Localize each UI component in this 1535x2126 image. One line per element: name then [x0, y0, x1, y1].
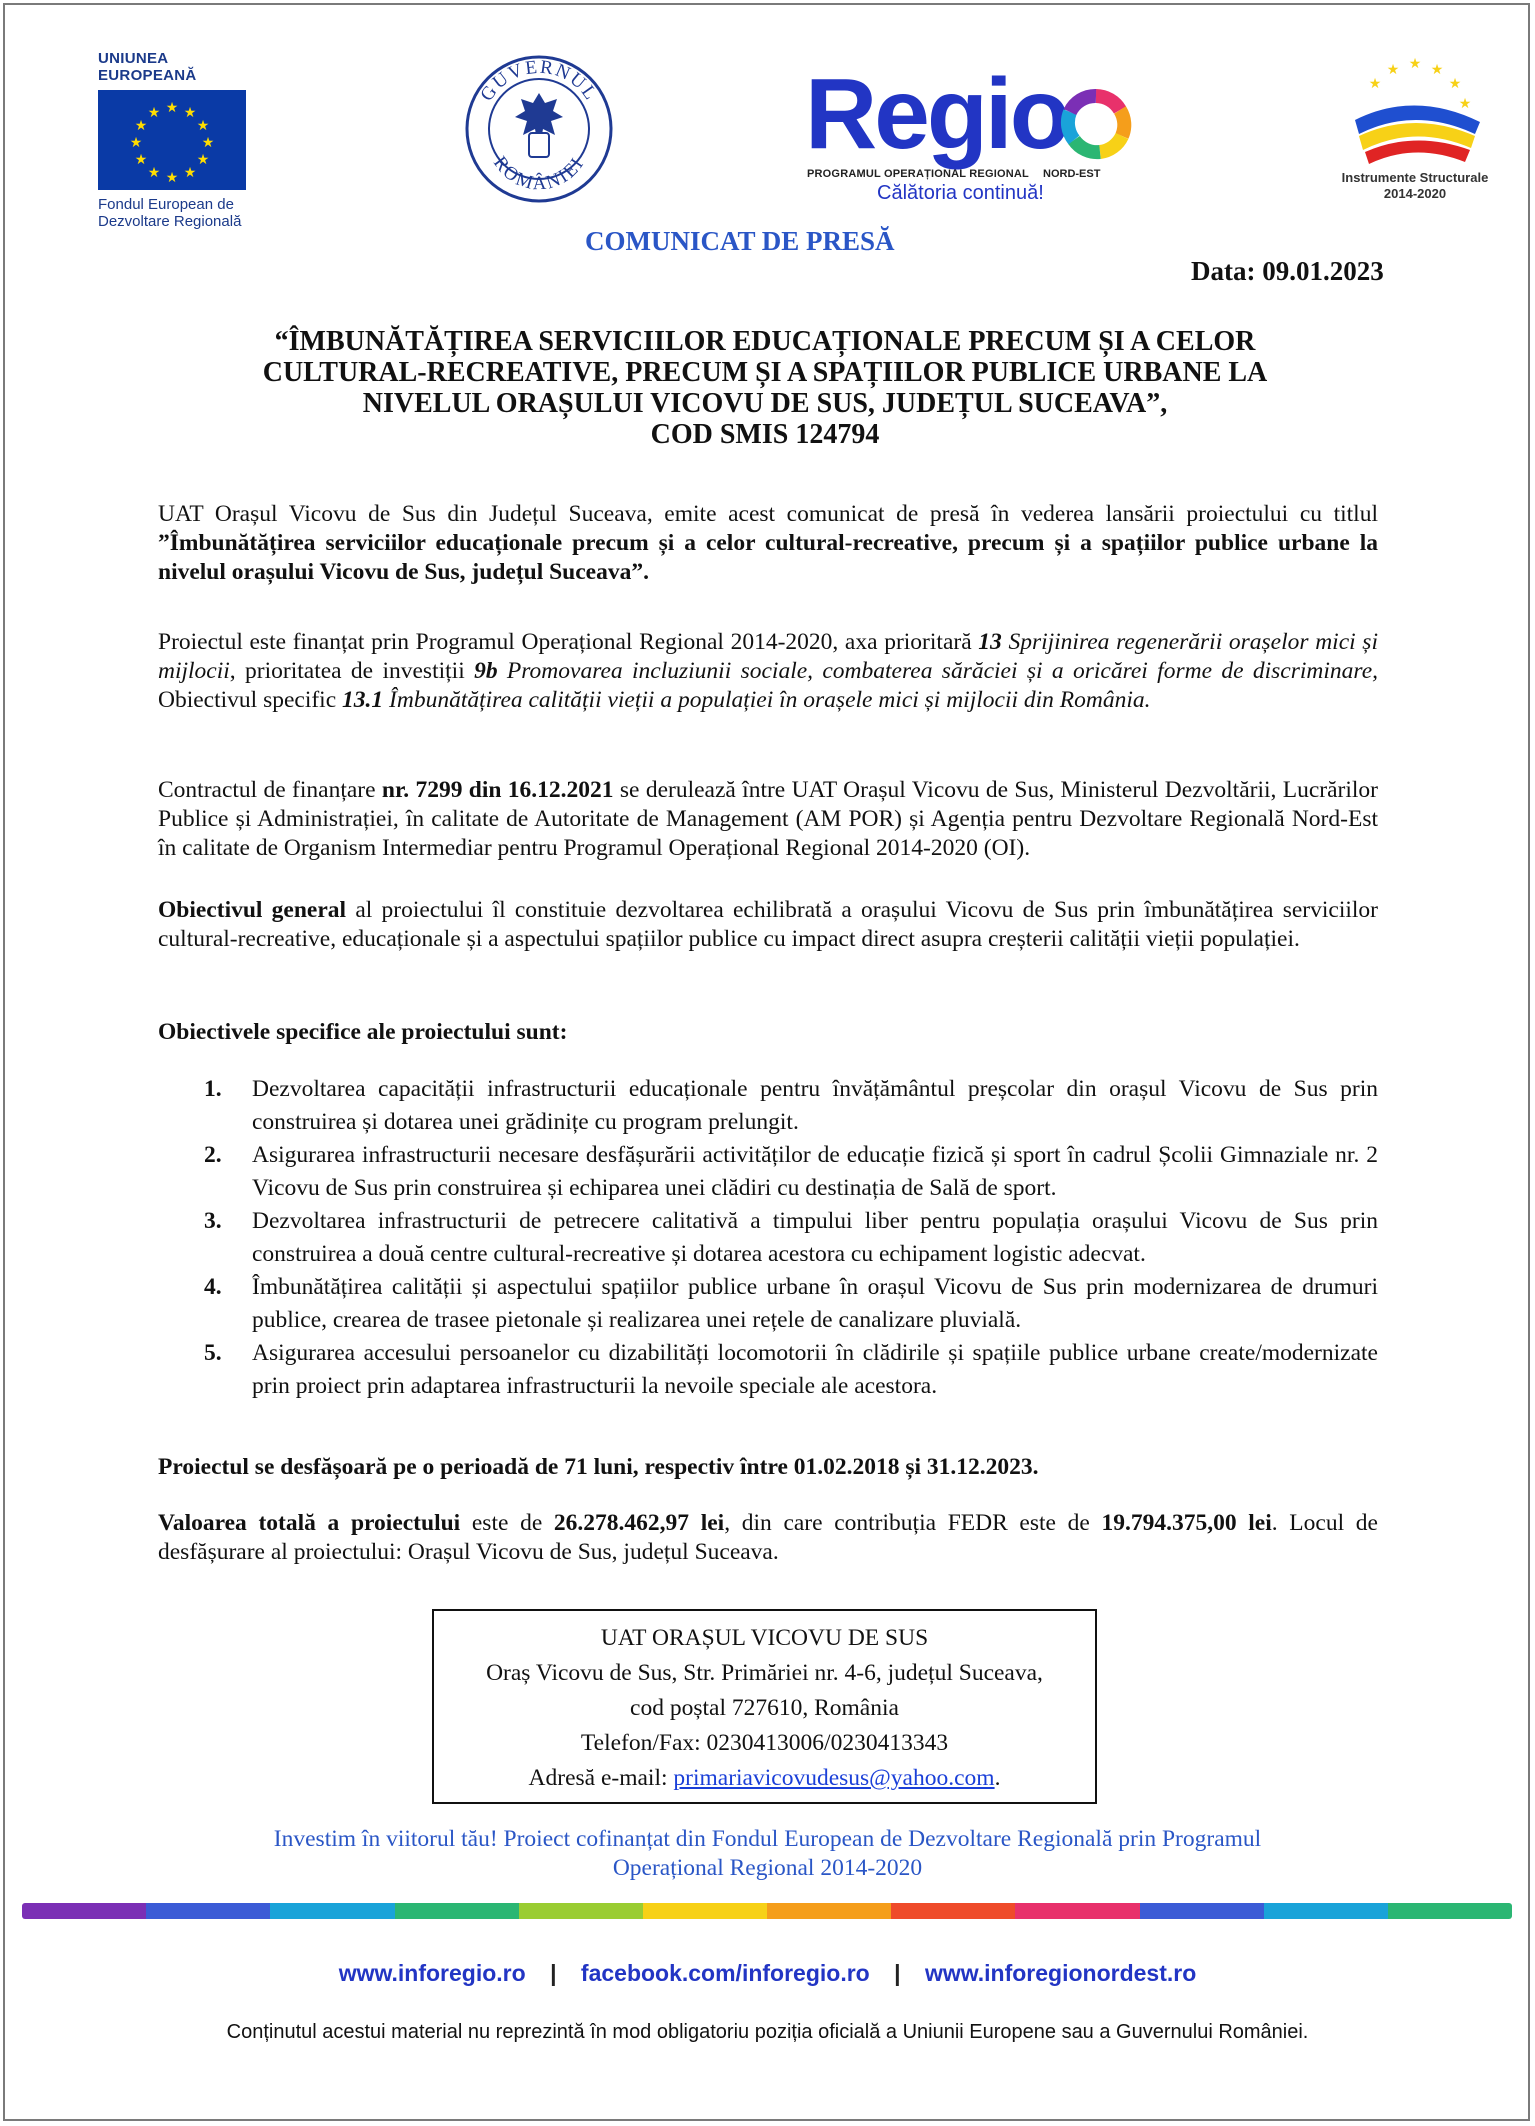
- svg-text:★: ★: [1430, 62, 1444, 78]
- eu-title: UNIUNEA EUROPEANĂ: [98, 50, 197, 84]
- funding-text-d: , prioritatea de investiții: [229, 658, 475, 684]
- list-item-text: Asigurarea accesului persoanelor cu dizabilități locomotorii în clădirile și spațiile publice urbane create/modernizate prin proiect prin adaptarea infrastructurii la nevoile speciale ale acestora.: [252, 1340, 1378, 1399]
- inforegionordest-link[interactable]: www.inforegionordest.ro: [924, 1960, 1197, 1986]
- color-segment: [1264, 1903, 1388, 1919]
- investment-priority-name: Promovarea incluziunii sociale, combaterea sărăciei și a oricărei forme de discriminare,: [497, 658, 1378, 684]
- list-item-number: 4.: [204, 1274, 222, 1300]
- value-text-f: . Locul de desfășurare al proiectului: Orașul Vicovu de Sus, județul Suceava.: [158, 1510, 1378, 1565]
- contact-email-end: .: [994, 1765, 1001, 1791]
- svg-text:★: ★: [183, 165, 197, 181]
- funding-text-g: Obiectivul specific: [158, 687, 343, 713]
- svg-text:★: ★: [196, 152, 210, 168]
- structural-instruments-logo: [1325, 50, 1505, 210]
- general-objective-paragraph: [158, 896, 1378, 954]
- disclaimer: Conținutul acestui material nu reprezintă în mod obligatoriu poziția oficială a Uniunii Europene sau a Guvernului României.: [226, 2021, 1309, 2043]
- government-seal-icon: [465, 55, 613, 203]
- color-segment: [270, 1903, 394, 1919]
- gov-text-bottom: ROMÂNIEI: [488, 152, 589, 195]
- contact-postal-code: cod poștal 727610, România: [630, 1695, 899, 1721]
- contract-text-a: Contractul de finanțare: [158, 777, 382, 803]
- funding-paragraph: [158, 628, 1378, 715]
- title-line3: NIVELUL ORAȘULUI VICOVU DE SUS, JUDEȚUL SUCEAVA”,: [362, 388, 1168, 419]
- intro-paragraph: [158, 500, 1378, 587]
- svg-text:★: ★: [147, 165, 161, 181]
- press-release-date: Data: 09.01.2023: [1191, 256, 1384, 286]
- svg-text:★: ★: [196, 118, 210, 134]
- list-item-number: 5.: [204, 1340, 222, 1366]
- list-item-text: Dezvoltarea capacității infrastructurii educaționale pentru învățământul preșcolar din orașul Vicovu de Sus prin construirea și dotarea unei grădinițe cu program prelungit.: [252, 1076, 1378, 1135]
- color-segment: [767, 1903, 891, 1919]
- regio-motto: Călătoria continuă!: [877, 182, 1044, 204]
- objectives-heading-text: Obiectivele specifice ale proiectului sunt:: [158, 1019, 568, 1045]
- list-item-number: 2.: [204, 1142, 222, 1168]
- contact-address: Oraș Vicovu de Sus, Str. Primăriei nr. 4-6, județul Suceava,: [486, 1660, 1043, 1686]
- footer-separator: |: [894, 1960, 901, 1986]
- title-line1: “ÎMBUNĂTĂȚIREA SERVICIILOR EDUCAȚIONALE PRECUM ȘI A CELOR: [274, 326, 1256, 357]
- svg-text:★: ★: [134, 118, 148, 134]
- general-objective-label: Obiectivul general: [158, 897, 347, 923]
- axis-number: 13: [978, 629, 1002, 655]
- svg-text:★: ★: [1448, 76, 1462, 92]
- color-segment: [891, 1903, 1015, 1919]
- cofinancing-line2: Operațional Regional 2014-2020: [612, 1855, 923, 1881]
- rainbow-divider: [22, 1903, 1512, 1919]
- svg-text:★: ★: [1386, 62, 1400, 78]
- contact-phone: Telefon/Fax: 0230413006/0230413343: [580, 1730, 949, 1756]
- title-line4: COD SMIS 124794: [650, 419, 880, 450]
- contact-email-link[interactable]: primariavicovudesus@yahoo.com: [673, 1765, 995, 1791]
- eu-caption-line2: Dezvoltare Regională: [98, 213, 242, 230]
- svg-text:★: ★: [1408, 56, 1422, 72]
- contact-organization: UAT ORAȘUL VICOVU DE SUS: [600, 1625, 929, 1651]
- total-value: 26.278.462,97 lei: [553, 1510, 725, 1536]
- list-item-number: 3.: [204, 1208, 222, 1234]
- color-segment: [395, 1903, 519, 1919]
- structural-instruments-caption: [1325, 170, 1505, 202]
- objectives-heading: [158, 1018, 1378, 1047]
- footer-separator: |: [550, 1960, 557, 1986]
- eu-caption: [98, 196, 258, 230]
- title-line2: CULTURAL-RECREATIVE, PRECUM ȘI A SPAȚIILOR PUBLICE URBANE LA: [262, 357, 1268, 388]
- list-item: [158, 1271, 1378, 1337]
- list-item-text: Îmbunătățirea calității și aspectului spațiilor publice urbane în orașul Vicovu de Sus prin modernizarea de drumuri publice, crearea de trasee pietonale și realizarea unei rețele de canalizare pluvială.: [252, 1274, 1378, 1333]
- investment-priority-code: 9b: [474, 658, 498, 684]
- specific-objective-name: Îmbunătățirea calității vieții a populației în orașele mici și mijlocii din România.: [383, 687, 1151, 713]
- is-caption-line1: Instrumente Structurale: [1341, 170, 1489, 185]
- svg-text:★: ★: [1458, 96, 1472, 112]
- contract-paragraph: [158, 776, 1378, 863]
- contact-box: [432, 1609, 1097, 1804]
- list-item: [158, 1205, 1378, 1271]
- project-title-inline: ”Îmbunătățirea serviciilor educaționale precum și a celor cultural-recreative, precum și a spațiilor publice urbane la nivelul orașului Vicovu de Sus, județul Suceava”.: [158, 530, 1378, 585]
- eu-flag-icon: [98, 90, 246, 190]
- eu-logo: [98, 50, 258, 230]
- regio-subtitle: PROGRAMUL OPERAȚIONAL REGIONAL: [807, 168, 1029, 180]
- fedr-value: 19.794.375,00 lei: [1101, 1510, 1272, 1536]
- contact-email-row: [434, 1761, 1095, 1796]
- structural-instruments-icon: [1325, 50, 1505, 168]
- cofinancing-line1: Investim în viitorul tău! Proiect cofinanțat din Fondul European de Dezvoltare Regională prin Programul: [273, 1826, 1262, 1852]
- regio-wordmark: Regio: [805, 58, 1068, 170]
- value-text-d: , din care contribuția FEDR este de: [724, 1510, 1102, 1536]
- color-segment: [519, 1903, 643, 1919]
- value-text-b: este de: [460, 1510, 554, 1536]
- regio-wheel-icon: [1060, 88, 1132, 160]
- regio-logo: [805, 58, 1135, 210]
- color-segment: [643, 1903, 767, 1919]
- list-item-number: 1.: [204, 1076, 222, 1102]
- svg-text:★: ★: [201, 135, 215, 151]
- footer-links: [0, 1960, 1535, 1987]
- svg-text:★: ★: [129, 135, 143, 151]
- list-item: [158, 1139, 1378, 1205]
- specific-objective-code: 13.1: [342, 687, 384, 713]
- value-paragraph: [158, 1509, 1378, 1567]
- contract-number: nr. 7299 din 16.12.2021: [381, 777, 614, 803]
- color-segment: [1015, 1903, 1139, 1919]
- inforegio-link[interactable]: www.inforegio.ro: [338, 1960, 526, 1986]
- gov-text-top: GUVERNUL: [476, 56, 602, 106]
- press-release-title: COMUNICAT DE PRESĂ: [585, 226, 895, 256]
- eu-caption-line1: Fondul European de: [98, 196, 234, 213]
- contact-email-label: Adresă e-mail:: [528, 1765, 674, 1791]
- svg-text:★: ★: [183, 105, 197, 121]
- is-caption-line2: 2014-2020: [1383, 186, 1447, 201]
- cofinancing-statement: [120, 1825, 1415, 1883]
- document-title: [150, 326, 1380, 450]
- value-label: Valoarea totală a proiectului: [158, 1510, 461, 1536]
- svg-text:★: ★: [165, 170, 179, 186]
- list-item-text: Asigurarea infrastructurii necesare desfășurării activităților de educație fizică și sport în cadrul Școlii Gimnaziale nr. 2 Vicovu de Sus prin construirea și echiparea unei clădiri cu destinația de Sală de sport.: [252, 1142, 1378, 1201]
- svg-text:★: ★: [134, 152, 148, 168]
- svg-text:★: ★: [1368, 76, 1382, 92]
- regio-region: NORD-EST: [1043, 168, 1101, 180]
- contract-text-c: se derulează între UAT Orașul Vicovu de Sus, Ministerul Dezvoltării, Lucrărilor Publice și Administrației, în calitate de Autoritate de Management (AM POR) și Agenția pentru Dezvoltare Regională Nord-Est în calitate de Organism Intermediar pentru Programul Operațional Regional 2014-2020 (OI).: [158, 777, 1378, 861]
- list-item-text: Dezvoltarea infrastructurii de petrecere calitativă a timpului liber pentru populația orașului Vicovu de Sus prin construirea a două centre cultural-recreative și dotarea acestora cu echipament logistic adecvat.: [252, 1208, 1378, 1267]
- general-objective-text: al proiectului îl constituie dezvoltarea echilibrată a orașului Vicovu de Sus prin îmbunătățirea serviciilor cultural-recreative, educaționale și a aspectului spațiilor publice cu impact direct asupra creșterii calității vieții populației.: [158, 897, 1378, 952]
- specific-objectives-list: [158, 1073, 1378, 1403]
- list-item: [158, 1073, 1378, 1139]
- eu-stars-icon: [98, 90, 246, 190]
- color-segment: [146, 1903, 270, 1919]
- list-item: [158, 1337, 1378, 1403]
- axis-name: Sprijinirea regenerării orașelor mici și mijlocii: [158, 629, 1378, 684]
- intro-text: UAT Orașul Vicovu de Sus din Județul Suceava, emite acest comunicat de presă în vederea lansării proiectului cu titlul: [158, 501, 1378, 527]
- color-segment: [1388, 1903, 1512, 1919]
- color-segment: [1140, 1903, 1264, 1919]
- funding-text-a: Proiectul este finanțat prin Programul Operațional Regional 2014-2020, axa prioritară: [158, 629, 979, 655]
- svg-text:★: ★: [147, 105, 161, 121]
- svg-text:★: ★: [165, 100, 179, 116]
- color-segment: [22, 1903, 146, 1919]
- facebook-link[interactable]: facebook.com/inforegio.ro: [580, 1960, 870, 1986]
- duration-paragraph: Proiectul se desfășoară pe o perioadă de 71 luni, respectiv între 01.02.2018 și 31.12.2023.: [158, 1454, 1039, 1480]
